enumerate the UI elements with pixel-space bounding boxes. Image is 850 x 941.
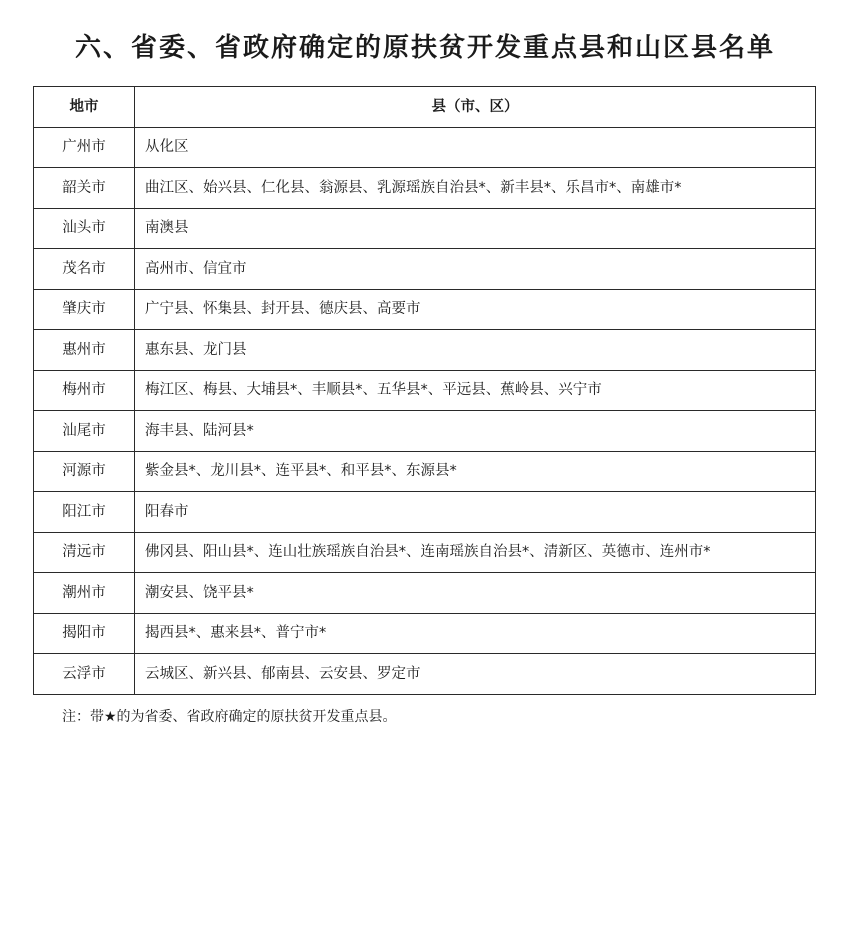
footnote: 注：带★的为省委、省政府确定的原扶贫开发重点县。 — [62, 709, 397, 725]
county-table — [33, 86, 816, 695]
counties-cell: 揭西县*、惠来县*、普宁市* — [135, 613, 816, 654]
counties-cell: 云城区、新兴县、郁南县、云安县、罗定市 — [135, 654, 816, 695]
table-row — [34, 654, 816, 695]
table-header-row — [34, 87, 816, 128]
city-cell: 肇庆市 — [34, 289, 135, 330]
counties-cell: 潮安县、饶平县* — [135, 573, 816, 614]
table-row — [34, 249, 816, 290]
counties-cell: 南澳县 — [135, 208, 816, 249]
counties-cell: 从化区 — [135, 127, 816, 168]
table-row — [34, 613, 816, 654]
table-row — [34, 573, 816, 614]
table-row — [34, 370, 816, 411]
table-row — [34, 330, 816, 371]
counties-cell: 佛冈县、阳山县*、连山壮族瑶族自治县*、连南瑶族自治县*、清新区、英德市、连州市* — [135, 532, 816, 573]
counties-cell: 惠东县、龙门县 — [135, 330, 816, 371]
city-cell: 汕头市 — [34, 208, 135, 249]
counties-cell: 曲江区、始兴县、仁化县、翁源县、乳源瑶族自治县*、新丰县*、乐昌市*、南雄市* — [135, 168, 816, 209]
city-cell: 汕尾市 — [34, 411, 135, 452]
counties-cell: 紫金县*、龙川县*、连平县*、和平县*、东源县* — [135, 451, 816, 492]
header-counties: 县（市、区） — [135, 87, 816, 128]
table-row — [34, 208, 816, 249]
city-cell: 清远市 — [34, 532, 135, 573]
city-cell: 茂名市 — [34, 249, 135, 290]
city-cell: 广州市 — [34, 127, 135, 168]
counties-cell: 阳春市 — [135, 492, 816, 533]
table-row — [34, 451, 816, 492]
page-title: 六、省委、省政府确定的原扶贫开发重点县和山区县名单 — [74, 33, 775, 63]
city-cell: 云浮市 — [34, 654, 135, 695]
table-row — [34, 532, 816, 573]
city-cell: 惠州市 — [34, 330, 135, 371]
table-row — [34, 492, 816, 533]
city-cell: 揭阳市 — [34, 613, 135, 654]
counties-cell: 海丰县、陆河县* — [135, 411, 816, 452]
city-cell: 韶关市 — [34, 168, 135, 209]
table-row — [34, 289, 816, 330]
city-cell: 梅州市 — [34, 370, 135, 411]
table-row — [34, 168, 816, 209]
city-cell: 河源市 — [34, 451, 135, 492]
city-cell: 阳江市 — [34, 492, 135, 533]
counties-cell: 广宁县、怀集县、封开县、德庆县、高要市 — [135, 289, 816, 330]
city-cell: 潮州市 — [34, 573, 135, 614]
table-row — [34, 411, 816, 452]
counties-cell: 梅江区、梅县、大埔县*、丰顺县*、五华县*、平远县、蕉岭县、兴宁市 — [135, 370, 816, 411]
header-city: 地市 — [34, 87, 135, 128]
table-row — [34, 127, 816, 168]
counties-cell: 高州市、信宜市 — [135, 249, 816, 290]
